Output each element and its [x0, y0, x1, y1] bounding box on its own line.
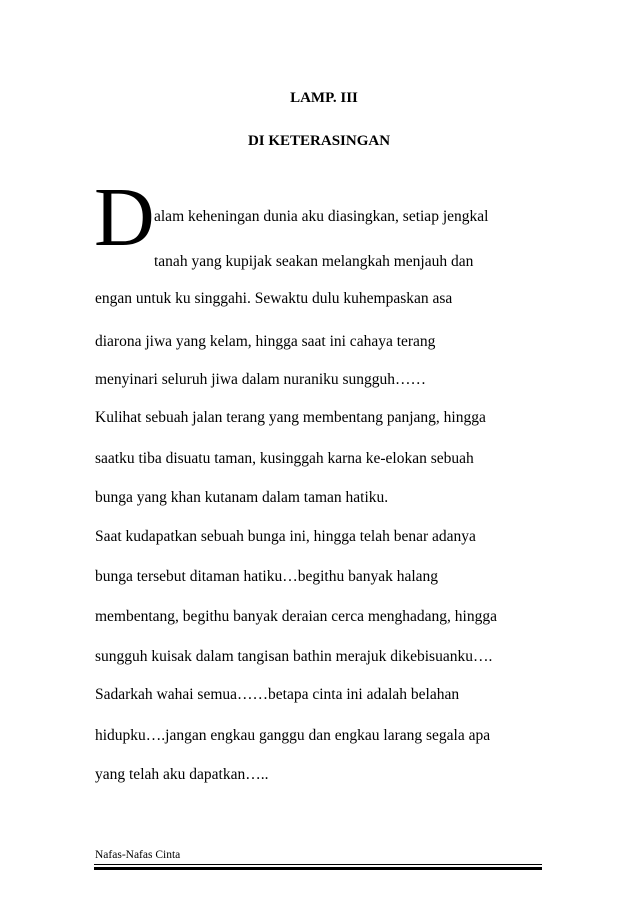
body-line: diarona jiwa yang kelam, hingga saat ini cahaya terang: [95, 333, 436, 350]
body-line: hidupku….jangan engkau ganggu dan engkau larang segala apa: [95, 727, 491, 744]
lamp-title: LAMP. III: [290, 90, 358, 106]
body-line: engan untuk ku singgahi. Sewaktu dulu kuhempaskan asa: [95, 290, 453, 307]
body-line: Sadarkah wahai semua……betapa cinta ini adalah belahan: [95, 686, 460, 703]
body-line: membentang, begithu banyak deraian cerca menghadang, hingga: [95, 608, 497, 625]
body-line: bunga tersebut ditaman hatiku…begithu banyak halang: [95, 568, 439, 585]
body-line: bunga yang khan kutanam dalam taman hatiku.: [95, 489, 389, 506]
footer-rule-thin: [94, 864, 542, 865]
body-line: Saat kudapatkan sebuah bunga ini, hingga telah benar adanya: [95, 528, 476, 545]
body-line: yang telah aku dapatkan…..: [95, 766, 269, 783]
body-line: alam keheningan dunia aku diasingkan, setiap jengkal: [154, 208, 489, 225]
chapter-title: DI KETERASINGAN: [247, 133, 391, 149]
body-line: sungguh kuisak dalam tangisan bathin merajuk dikebisuanku….: [95, 648, 493, 665]
body-line: Kulihat sebuah jalan terang yang membentang panjang, hingga: [95, 409, 486, 426]
body-line: tanah yang kupijak seakan melangkah menjauh dan: [154, 253, 474, 270]
body-line: menyinari seluruh jiwa dalam nuraniku sungguh……: [95, 371, 427, 388]
footer-rule-thick: [94, 867, 542, 870]
body-line: saatku tiba disuatu taman, kusinggah karna ke-elokan sebuah: [95, 450, 474, 467]
footer-text: Nafas-Nafas Cinta: [95, 849, 181, 861]
drop-cap: D: [94, 171, 155, 264]
